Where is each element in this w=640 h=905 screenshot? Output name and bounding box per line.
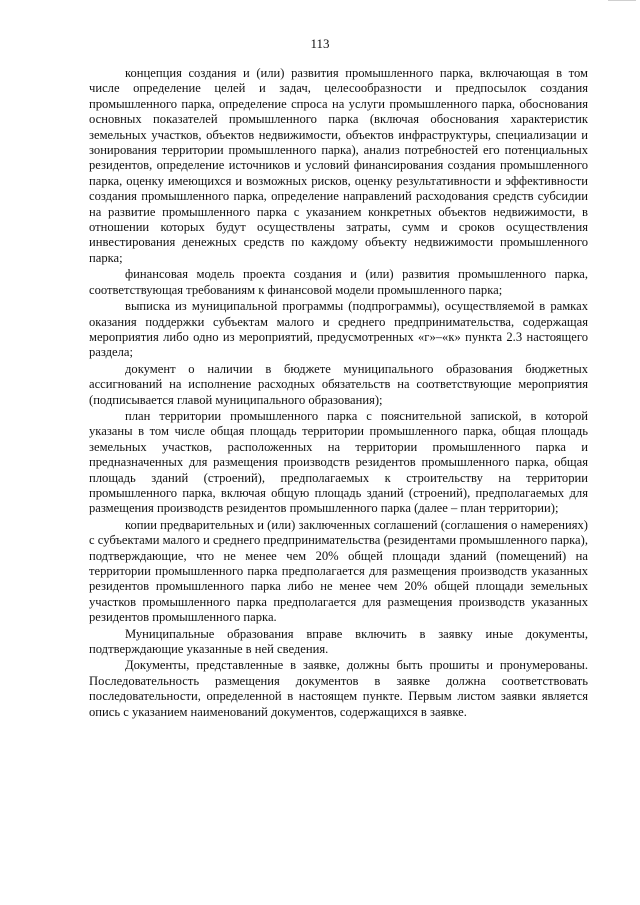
paragraph-budget-document: документ о наличии в бюджете муниципального образования бюджетных ассигнований на исполнение расходных обязательств на соответствующие мероприятия (подписывается главой муниципального образования); [89, 361, 588, 407]
paragraph-financial-model: финансовая модель проекта создания и (или) развития промышленного парка, соответствующая требованиям к финансовой модели промышленного парка; [89, 267, 588, 297]
paragraph-agreement-copies: копии предварительных и (или) заключенных соглашений (соглашения о намерениях) с субъектами малого и среднего предпринимательства (резидентами промышленного парка), подтверждающие, что не менее чем 20% общей площади зданий (помещений) на территории промышленного парка предполагается для размещения производств указанных резидентов промышленного парка либо не менее чем 20% общей площади земельных участков промышленного парка предполагается для размещения производств указанных резидентов промышленного парка. [89, 517, 588, 625]
paragraph-park-concept: концепция создания и (или) развития промышленного парка, включающая в том числе определение целей и задач, целесообразности и предпосылок создания промышленного парка, определение спроса на услуги промышленного парка, обоснования основных показателей промышленного парка (включая обоснования характеристик земельных участков, объектов недвижимости, объектов инфраструктуры, специализации и зонирования территории промышленного парка), анализ потребностей его потенциальных резидентов, определение источников и условий финансирования создания промышленного парка, оценку имеющихся и возможных рисков, оценку результативности и эффективности создания промышленного парка, определение направлений расходования средств субсидии на развитие промышленного парка с указанием конкретных объектов недвижимости, в отношении которых будут осуществлены затраты, сумм и сроков осуществления инвестирования денежных средств по каждому объекту недвижимости промышленного парка; [89, 66, 588, 265]
paragraph-document-order: Документы, представленные в заявке, должны быть прошиты и пронумерованы. Последовательность размещения документов в заявке должна соответствовать последовательности, определенной в настоящем пункте. Первым листом заявки является опись с указанием наименований документов, содержащихся в заявке. [89, 658, 588, 719]
paragraph-territory-plan: план территории промышленного парка с пояснительной запиской, в которой указаны в том числе общая площадь территории промышленного парка, общая площадь земельных участков, расположенных на территории промышленного парка и предназначенных для размещения производств резидентов промышленного парка, общая площадь зданий (строений), предполагаемых к строительству на территории промышленного парка, включая общую площадь зданий (строений), предполагаемых для размещения производств резидентов промышленного парка (далее – план территории); [89, 408, 588, 516]
document-body [89, 66, 588, 720]
page-edge-mark [608, 0, 636, 4]
page-number: 113 [310, 36, 330, 51]
paragraph-other-documents: Муниципальные образования вправе включить в заявку иные документы, подтверждающие указанные в ней сведения. [89, 626, 588, 657]
paragraph-program-extract: выписка из муниципальной программы (подпрограммы), осуществляемой в рамках оказания поддержки субъектам малого и среднего предпринимательства, содержащая мероприятия либо одно из мероприятий, предусмотренных «г»–«к» пункта 2.3 настоящего раздела; [89, 299, 588, 360]
